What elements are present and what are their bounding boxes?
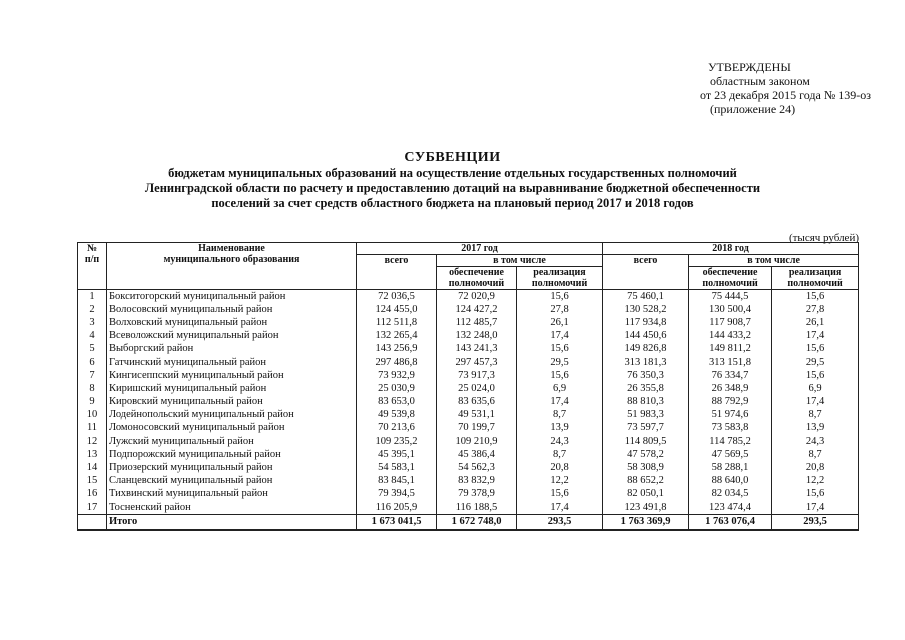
table-row [78,290,859,304]
implementation-2018: 15,6 [772,343,859,356]
total-2017: 79 394,5 [357,488,437,501]
row-number: 16 [78,488,107,501]
row-number: 13 [78,448,107,461]
provision-2018: 313 151,8 [689,356,772,369]
header-year-2018: 2018 год [603,243,859,255]
header-name: Наименование муниципального образования [107,243,357,290]
row-number: 8 [78,382,107,395]
implementation-2018: 29,5 [772,356,859,369]
total-2017: 112 511,8 [357,316,437,329]
total-2017: 72 036,5 [357,290,437,304]
total-implementation-2017: 293,5 [517,515,603,531]
approval-line-4: (приложение 24) [710,102,796,116]
total-2017: 70 213,6 [357,422,437,435]
provision-2018: 47 569,5 [689,448,772,461]
total-2017: 132 265,4 [357,330,437,343]
district-name: Подпорожский муниципальный район [107,448,357,461]
provision-2018: 82 034,5 [689,488,772,501]
implementation-2017: 6,9 [517,382,603,395]
provision-2017: 297 457,3 [437,356,517,369]
implementation-2017: 8,7 [517,409,603,422]
provision-2018: 76 334,7 [689,369,772,382]
implementation-2018: 13,9 [772,422,859,435]
provision-2018: 114 785,2 [689,435,772,448]
implementation-2017: 8,7 [517,448,603,461]
header-year-2017: 2017 год [357,243,603,255]
table-row [78,396,859,409]
implementation-2017: 13,9 [517,422,603,435]
table-row [78,448,859,461]
row-number: 5 [78,343,107,356]
table-row [78,488,859,501]
provision-2018: 58 288,1 [689,461,772,474]
provision-2017: 83 635,6 [437,396,517,409]
district-name: Волосовский муниципальный район [107,303,357,316]
implementation-2017: 15,6 [517,343,603,356]
table-row [78,382,859,395]
implementation-2017: 15,6 [517,290,603,304]
provision-2018: 117 908,7 [689,316,772,329]
implementation-2018: 20,8 [772,461,859,474]
provision-2017: 83 832,9 [437,475,517,488]
implementation-2018: 17,4 [772,396,859,409]
implementation-2018: 15,6 [772,290,859,304]
row-number: 6 [78,356,107,369]
implementation-2017: 29,5 [517,356,603,369]
total-2017: 297 486,8 [357,356,437,369]
table-row [78,409,859,422]
row-number: 7 [78,369,107,382]
table-row [78,501,859,515]
district-name: Тосненский район [107,501,357,515]
title-line-3: поселений за счет средств областного бюджета на плановый период 2017 и 2018 годов [211,196,694,210]
implementation-2017: 15,6 [517,488,603,501]
implementation-2017: 17,4 [517,396,603,409]
implementation-2018: 26,1 [772,316,859,329]
total-2018: 144 450,6 [603,330,689,343]
row-number: 9 [78,396,107,409]
district-name: Бокситогорский муниципальный район [107,290,357,304]
provision-2018: 88 792,9 [689,396,772,409]
implementation-2017: 26,1 [517,316,603,329]
implementation-2018: 17,4 [772,330,859,343]
table-row [78,343,859,356]
implementation-2017: 20,8 [517,461,603,474]
header-including-2018: в том числе [689,255,859,267]
row-number: 1 [78,290,107,304]
district-name: Всеволожский муниципальный район [107,330,357,343]
total-row [78,515,859,531]
provision-2017: 124 427,2 [437,303,517,316]
title-heading: СУБВЕНЦИИ [404,150,501,165]
district-name: Кингисеппский муниципальный район [107,369,357,382]
provision-2017: 72 020,9 [437,290,517,304]
implementation-2018: 8,7 [772,409,859,422]
implementation-2017: 15,6 [517,369,603,382]
implementation-2018: 12,2 [772,475,859,488]
header-provision-2017: обеспечение полномочий [437,267,517,290]
total-provision-2017: 1 672 748,0 [437,515,517,531]
total-2018: 26 355,8 [603,382,689,395]
total-2018: 75 460,1 [603,290,689,304]
provision-2018: 123 474,4 [689,501,772,515]
district-name: Ломоносовский муниципальный район [107,422,357,435]
provision-2017: 116 188,5 [437,501,517,515]
units-label: (тысяч рублей) [788,232,859,244]
implementation-2018: 17,4 [772,501,859,515]
implementation-2017: 17,4 [517,501,603,515]
row-number: 10 [78,409,107,422]
total-2018: 73 597,7 [603,422,689,435]
provision-2018: 88 640,0 [689,475,772,488]
district-name: Гатчинский муниципальный район [107,356,357,369]
total-2018: 117 934,8 [603,316,689,329]
provision-2017: 49 531,1 [437,409,517,422]
implementation-2018: 15,6 [772,488,859,501]
district-name: Волховский муниципальный район [107,316,357,329]
provision-2017: 73 917,3 [437,369,517,382]
row-number: 15 [78,475,107,488]
implementation-2018: 6,9 [772,382,859,395]
total-2017: 143 256,9 [357,343,437,356]
total-2018: 149 826,8 [603,343,689,356]
provision-2018: 26 348,9 [689,382,772,395]
implementation-2017: 12,2 [517,475,603,488]
total-2018: 130 528,2 [603,303,689,316]
provision-2017: 54 562,3 [437,461,517,474]
total-2017: 83 653,0 [357,396,437,409]
district-name: Лодейнопольский муниципальный район [107,409,357,422]
total-2018: 47 578,2 [603,448,689,461]
district-name: Приозерский муниципальный район [107,461,357,474]
table-row [78,303,859,316]
row-number: 17 [78,501,107,515]
approval-line-2: областным законом [710,74,810,88]
total-2018: 58 308,9 [603,461,689,474]
approval-stamp [700,60,871,116]
total-2017: 73 932,9 [357,369,437,382]
total-2018: 88 652,2 [603,475,689,488]
table-row [78,461,859,474]
total-2018: 88 810,3 [603,396,689,409]
title-line-2: Ленинградской области по расчету и предоставлению дотаций на выравнивание бюджетной обеспеченности [144,181,761,195]
header-implementation-2017: реализация полномочий [517,267,603,290]
total-2018: 51 983,3 [603,409,689,422]
table-row [78,330,859,343]
row-number: 2 [78,303,107,316]
total-2018: 1 763 369,9 [603,515,689,531]
district-name: Сланцевский муниципальный район [107,475,357,488]
row-number: 4 [78,330,107,343]
table-row [78,356,859,369]
total-2017: 124 455,0 [357,303,437,316]
provision-2017: 79 378,9 [437,488,517,501]
row-number: 3 [78,316,107,329]
table-row [78,435,859,448]
implementation-2017: 27,8 [517,303,603,316]
header-implementation-2018: реализация полномочий [772,267,859,290]
row-number: 11 [78,422,107,435]
total-num [78,515,107,531]
provision-2017: 109 210,9 [437,435,517,448]
header-provision-2018: обеспечение полномочий [689,267,772,290]
district-name: Лужский муниципальный район [107,435,357,448]
district-name: Выборгский район [107,343,357,356]
provision-2018: 51 974,6 [689,409,772,422]
district-name: Кировский муниципальный район [107,396,357,409]
total-2017: 116 205,9 [357,501,437,515]
header-total-2017: всего [357,255,437,290]
implementation-2018: 27,8 [772,303,859,316]
total-2018: 82 050,1 [603,488,689,501]
implementation-2017: 17,4 [517,330,603,343]
row-number: 12 [78,435,107,448]
provision-2018: 130 500,4 [689,303,772,316]
provision-2018: 149 811,2 [689,343,772,356]
total-2018: 76 350,3 [603,369,689,382]
provision-2017: 143 241,3 [437,343,517,356]
provision-2017: 112 485,7 [437,316,517,329]
total-2017: 25 030,9 [357,382,437,395]
total-2017: 109 235,2 [357,435,437,448]
document-title [40,150,865,211]
title-line-1: бюджетам муниципальных образований на осуществление отдельных государственных полномочий [168,166,737,180]
total-label: Итого [107,515,357,531]
provision-2018: 75 444,5 [689,290,772,304]
header-num: № п/п [78,243,107,290]
total-2017: 49 539,8 [357,409,437,422]
approval-line-1: УТВЕРЖДЕНЫ [708,60,791,74]
total-2017: 54 583,1 [357,461,437,474]
total-2017: 1 673 041,5 [357,515,437,531]
table-row [78,369,859,382]
header-total-2018: всего [603,255,689,290]
table-row [78,475,859,488]
approval-line-3: от 23 декабря 2015 года № 139-оз [700,88,872,102]
implementation-2018: 24,3 [772,435,859,448]
provision-2018: 144 433,2 [689,330,772,343]
total-2018: 114 809,5 [603,435,689,448]
total-provision-2018: 1 763 076,4 [689,515,772,531]
total-2017: 45 395,1 [357,448,437,461]
implementation-2017: 24,3 [517,435,603,448]
implementation-2018: 8,7 [772,448,859,461]
total-2018: 123 491,8 [603,501,689,515]
table-row [78,422,859,435]
district-name: Киришский муниципальный район [107,382,357,395]
provision-2018: 73 583,8 [689,422,772,435]
provision-2017: 70 199,7 [437,422,517,435]
provision-2017: 25 024,0 [437,382,517,395]
total-implementation-2018: 293,5 [772,515,859,531]
district-name: Тихвинский муниципальный район [107,488,357,501]
implementation-2018: 15,6 [772,369,859,382]
provision-2017: 45 386,4 [437,448,517,461]
header-including-2017: в том числе [437,255,603,267]
table-row [78,316,859,329]
provision-2017: 132 248,0 [437,330,517,343]
total-2017: 83 845,1 [357,475,437,488]
subventions-table [77,242,859,531]
total-2018: 313 181,3 [603,356,689,369]
row-number: 14 [78,461,107,474]
